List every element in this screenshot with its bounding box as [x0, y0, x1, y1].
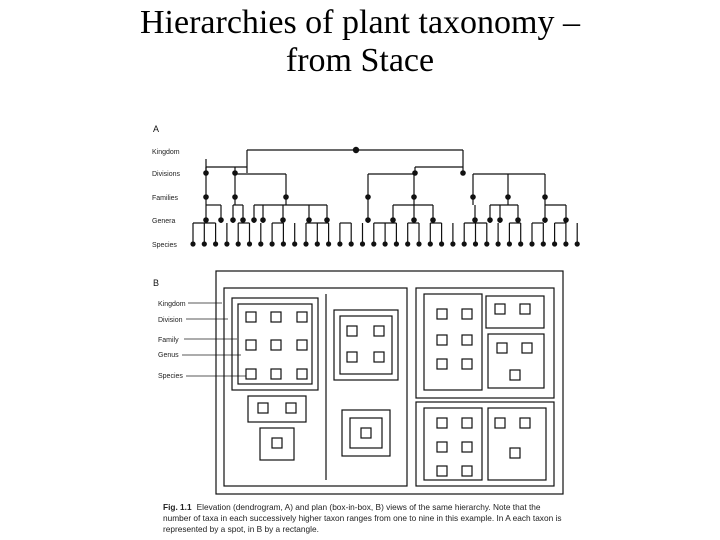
family-box [424, 294, 482, 390]
species-box [271, 312, 281, 322]
family-node [470, 194, 476, 200]
species-node [383, 241, 388, 246]
genus-node [240, 217, 246, 223]
species-box [246, 312, 256, 322]
species-box [271, 340, 281, 350]
plan-label-species: Species [158, 373, 183, 380]
species-node [462, 241, 467, 246]
species-node [303, 241, 308, 246]
species-node [360, 241, 365, 246]
species-node [507, 241, 512, 246]
species-node [496, 241, 501, 246]
genus-node [472, 217, 478, 223]
caption-text: Elevation (dendrogram, A) and plan (box-in-box, B) views of the same hierarchy. Note that the number of taxa in each successively higher taxon ranges from one to nine in this example. In A each taxon is represented by a spot, in B by a rectangle. [163, 502, 562, 534]
plan-label-family: Family [158, 337, 179, 344]
genus-node [430, 217, 436, 223]
species-node [428, 241, 433, 246]
species-box [272, 438, 282, 448]
family-node [365, 194, 371, 200]
species-box [286, 403, 296, 413]
genus-node [324, 217, 330, 223]
species-box [374, 352, 384, 362]
figure-caption [163, 502, 568, 535]
species-box [462, 359, 472, 369]
species-box [297, 312, 307, 322]
level-label-divisions: Divisions [152, 171, 181, 178]
species-node [349, 241, 354, 246]
species-node [224, 241, 229, 246]
plan-label-division: Division [158, 317, 183, 324]
species-node [236, 241, 241, 246]
species-box [437, 466, 447, 476]
species-box [495, 304, 505, 314]
species-node [213, 241, 218, 246]
plan-label-genus: Genus [158, 352, 179, 359]
species-box [246, 369, 256, 379]
species-box [462, 442, 472, 452]
species-box [437, 442, 447, 452]
species-box [462, 335, 472, 345]
species-node [315, 241, 320, 246]
box-in-box-plan [216, 271, 563, 494]
panel-a-label: A [153, 124, 160, 134]
division-node [232, 170, 238, 176]
species-node [292, 241, 297, 246]
caption-label: Fig. 1.1 [163, 502, 192, 512]
genus-node [515, 217, 521, 223]
division-node [460, 170, 466, 176]
species-box [437, 418, 447, 428]
species-box [522, 343, 532, 353]
family-node [505, 194, 511, 200]
family-node [283, 194, 289, 200]
species-node [473, 241, 478, 246]
species-box [510, 370, 520, 380]
species-node [541, 241, 546, 246]
genus-node [563, 217, 569, 223]
species-node [575, 241, 580, 246]
species-node [484, 241, 489, 246]
species-node [563, 241, 568, 246]
species-box [520, 418, 530, 428]
genus-box [350, 418, 382, 448]
family-node [203, 194, 209, 200]
species-box [437, 309, 447, 319]
genus-node [230, 217, 236, 223]
genus-node [218, 217, 224, 223]
dendrogram-level-labels [152, 149, 181, 249]
level-label-species: Species [152, 242, 177, 249]
plan-label-kingdom: Kingdom [158, 301, 186, 308]
family-node [411, 194, 417, 200]
species-box [361, 428, 371, 438]
family-box [260, 428, 294, 460]
species-box [347, 326, 357, 336]
title-line-1: Hierarchies of plant taxonomy – [140, 4, 580, 41]
species-node [416, 241, 421, 246]
species-box [462, 309, 472, 319]
species-node [270, 241, 275, 246]
species-node [518, 241, 523, 246]
genus-box [238, 304, 312, 384]
species-box [258, 403, 268, 413]
species-box [462, 466, 472, 476]
species-box [462, 418, 472, 428]
species-node [247, 241, 252, 246]
genus-node [411, 217, 417, 223]
genus-node [203, 217, 209, 223]
species-box [437, 359, 447, 369]
panel-b-label: B [153, 278, 160, 288]
dendrogram [190, 147, 579, 247]
level-label-genera: Genera [152, 218, 176, 225]
species-node [371, 241, 376, 246]
genus-node [251, 217, 257, 223]
species-node [439, 241, 444, 246]
genus-node [306, 217, 312, 223]
species-box [495, 418, 505, 428]
genus-node [390, 217, 396, 223]
species-node [394, 241, 399, 246]
genus-box [340, 316, 392, 374]
species-node [326, 241, 331, 246]
plan-level-labels [158, 301, 186, 380]
genus-node [280, 217, 286, 223]
species-node [337, 241, 342, 246]
genus-node [542, 217, 548, 223]
family-box [342, 410, 390, 456]
species-node [552, 241, 557, 246]
family-box [424, 408, 482, 480]
species-box [497, 343, 507, 353]
species-node [529, 241, 534, 246]
species-box [271, 369, 281, 379]
level-label-families: Families [152, 195, 179, 202]
title-line-2: from Stace [285, 42, 435, 79]
family-node [232, 194, 238, 200]
species-box [520, 304, 530, 314]
family-node [542, 194, 548, 200]
species-node [405, 241, 410, 246]
family-box [334, 310, 398, 380]
family-box [488, 408, 546, 480]
kingdom-node [353, 147, 359, 153]
species-box [297, 340, 307, 350]
level-label-kingdom: Kingdom [152, 149, 180, 156]
species-node [258, 241, 263, 246]
species-box [374, 326, 384, 336]
genus-node [487, 217, 493, 223]
species-node [202, 241, 207, 246]
division-node [412, 170, 418, 176]
genus-node [260, 217, 266, 223]
species-box [347, 352, 357, 362]
genus-node [497, 217, 503, 223]
division-node [203, 170, 209, 176]
species-node [190, 241, 195, 246]
species-box [297, 369, 307, 379]
species-box [437, 335, 447, 345]
species-box [246, 340, 256, 350]
genus-node [365, 217, 371, 223]
plan-leader-lines [182, 303, 246, 376]
species-node [281, 241, 286, 246]
species-box [510, 448, 520, 458]
species-node [450, 241, 455, 246]
family-box [248, 396, 306, 422]
